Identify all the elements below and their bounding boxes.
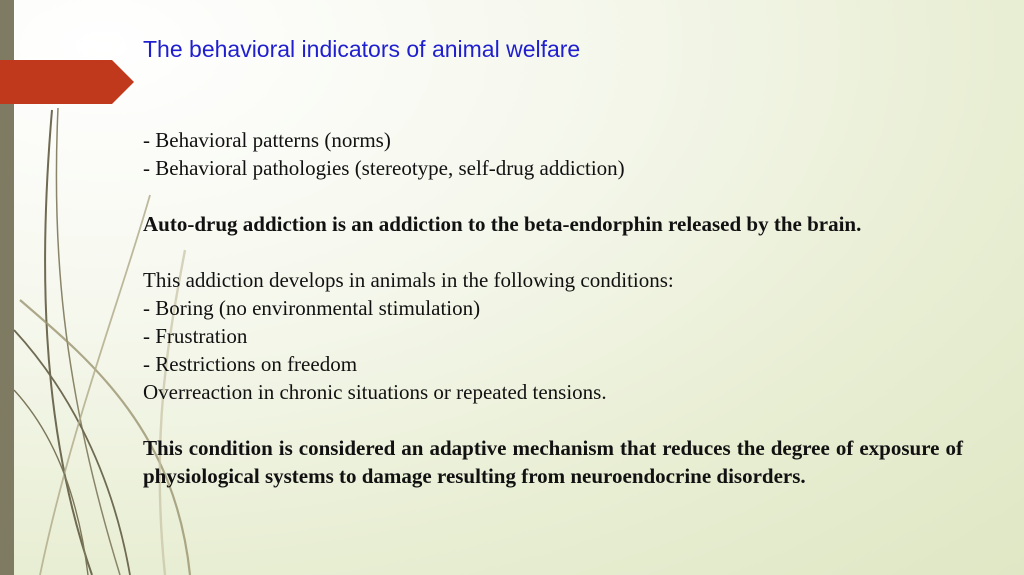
slide-title: The behavioral indicators of animal welfare bbox=[143, 36, 581, 62]
definition-text: Auto-drug addiction is an addiction to the beta-endorphin released by the brain. bbox=[143, 212, 862, 236]
red-arrow-tab bbox=[0, 60, 134, 104]
condition-restrictions: - Restrictions on freedom bbox=[143, 352, 358, 376]
condition-frustration: - Frustration bbox=[143, 324, 248, 348]
list-item-behavioral-pathologies: - Behavioral pathologies (stereotype, self-drug addiction) bbox=[143, 156, 625, 180]
overreaction-text: Overreaction in chronic situations or repeated tensions. bbox=[143, 380, 607, 404]
spacer bbox=[143, 406, 963, 434]
condition-boring: - Boring (no environmental stimulation) bbox=[143, 296, 481, 320]
conclusion-text: This condition is considered an adaptive mechanism that reduces the degree of exposure of physiological systems to damage resulting from neuroendocrine disorders. bbox=[143, 436, 963, 488]
list-item-behavioral-patterns: - Behavioral patterns (norms) bbox=[143, 128, 391, 152]
spacer bbox=[143, 182, 963, 210]
conditions-intro: This addiction develops in animals in the following conditions: bbox=[143, 268, 674, 292]
slide-content bbox=[143, 126, 963, 490]
spacer bbox=[143, 238, 963, 266]
